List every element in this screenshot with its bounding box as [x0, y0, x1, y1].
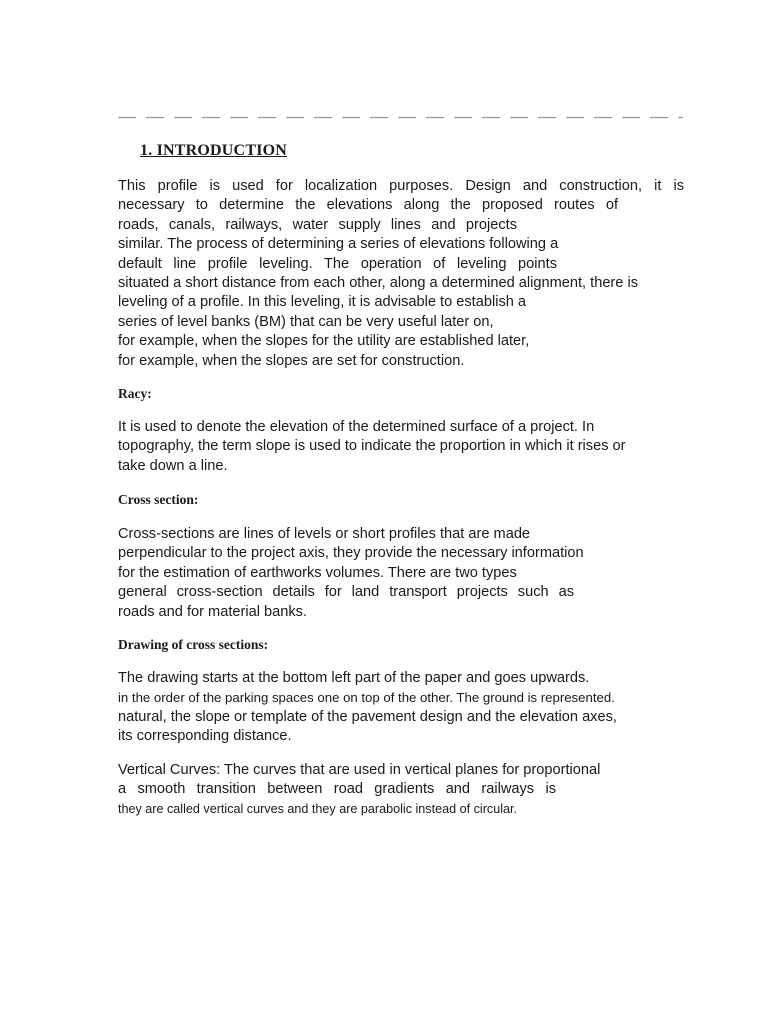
intro-line: leveling of a profile. In this leveling, it is advisable to establish a: [118, 294, 527, 311]
drawing-line: in the order of the parking spaces one on top of the other. The ground is represented.: [118, 690, 615, 706]
drawing-line: natural, the slope or template of the pavement design and the elevation axes,: [118, 708, 617, 725]
intro-line: series of level banks (BM) that can be very useful later on,: [118, 313, 494, 330]
section-title: 1. INTRODUCTION: [140, 142, 288, 159]
vertical-curves-paragraph: [118, 761, 684, 819]
drawing-line: The drawing starts at the bottom left part of the paper and goes upwards.: [118, 670, 590, 686]
vertical-line: Vertical Curves: The curves that are used in vertical planes for proportional: [118, 762, 601, 778]
cross-line: roads and for material banks.: [118, 603, 308, 620]
cross-line: Cross-sections are lines of levels or short profiles that are made: [118, 526, 531, 542]
racy-line: take down a line.: [118, 457, 228, 474]
racy-line: It is used to denote the elevation of the determined surface of a project. In: [118, 419, 595, 435]
intro-line: for example, when the slopes are set for construction.: [118, 352, 465, 369]
racy-heading: Racy:: [118, 386, 152, 401]
racy-paragraph: [118, 418, 684, 476]
intro-line: similar. The process of determining a series of elevations following a: [118, 236, 559, 253]
vertical-line: a smooth transition between road gradients and railways is: [118, 781, 556, 798]
vertical-line: they are called vertical curves and they are parabolic instead of circular.: [118, 801, 518, 816]
cross-line: perpendicular to the project axis, they provide the necessary information: [118, 545, 584, 562]
cross-line: general cross-section details for land transport projects such as: [118, 584, 574, 601]
cross-line: for the estimation of earthworks volumes. There are two types: [118, 564, 517, 581]
drawing-line: its corresponding distance.: [118, 728, 292, 745]
intro-line: roads, canals, railways, water supply lines and projects: [118, 216, 517, 233]
intro-line: for example, when the slopes for the utility are established later,: [118, 333, 530, 350]
cross-section-heading: Cross section:: [118, 492, 199, 507]
intro-line: situated a short distance from each other, along a determined alignment, there is: [118, 275, 639, 292]
drawing-heading: Drawing of cross sections:: [118, 637, 269, 652]
intro-line: This profile is used for localization purposes. Design and construction, it is: [118, 178, 684, 194]
intro-paragraph: [118, 177, 684, 371]
intro-line: necessary to determine the elevations along the proposed routes of: [118, 197, 618, 214]
racy-line: topography, the term slope is used to indicate the proportion in which it rises or: [118, 438, 626, 455]
header-dashed-rule: [118, 116, 683, 119]
intro-line: default line profile leveling. The operation of leveling points: [118, 255, 557, 272]
drawing-paragraph: [118, 669, 684, 747]
cross-section-paragraph: [118, 525, 684, 622]
